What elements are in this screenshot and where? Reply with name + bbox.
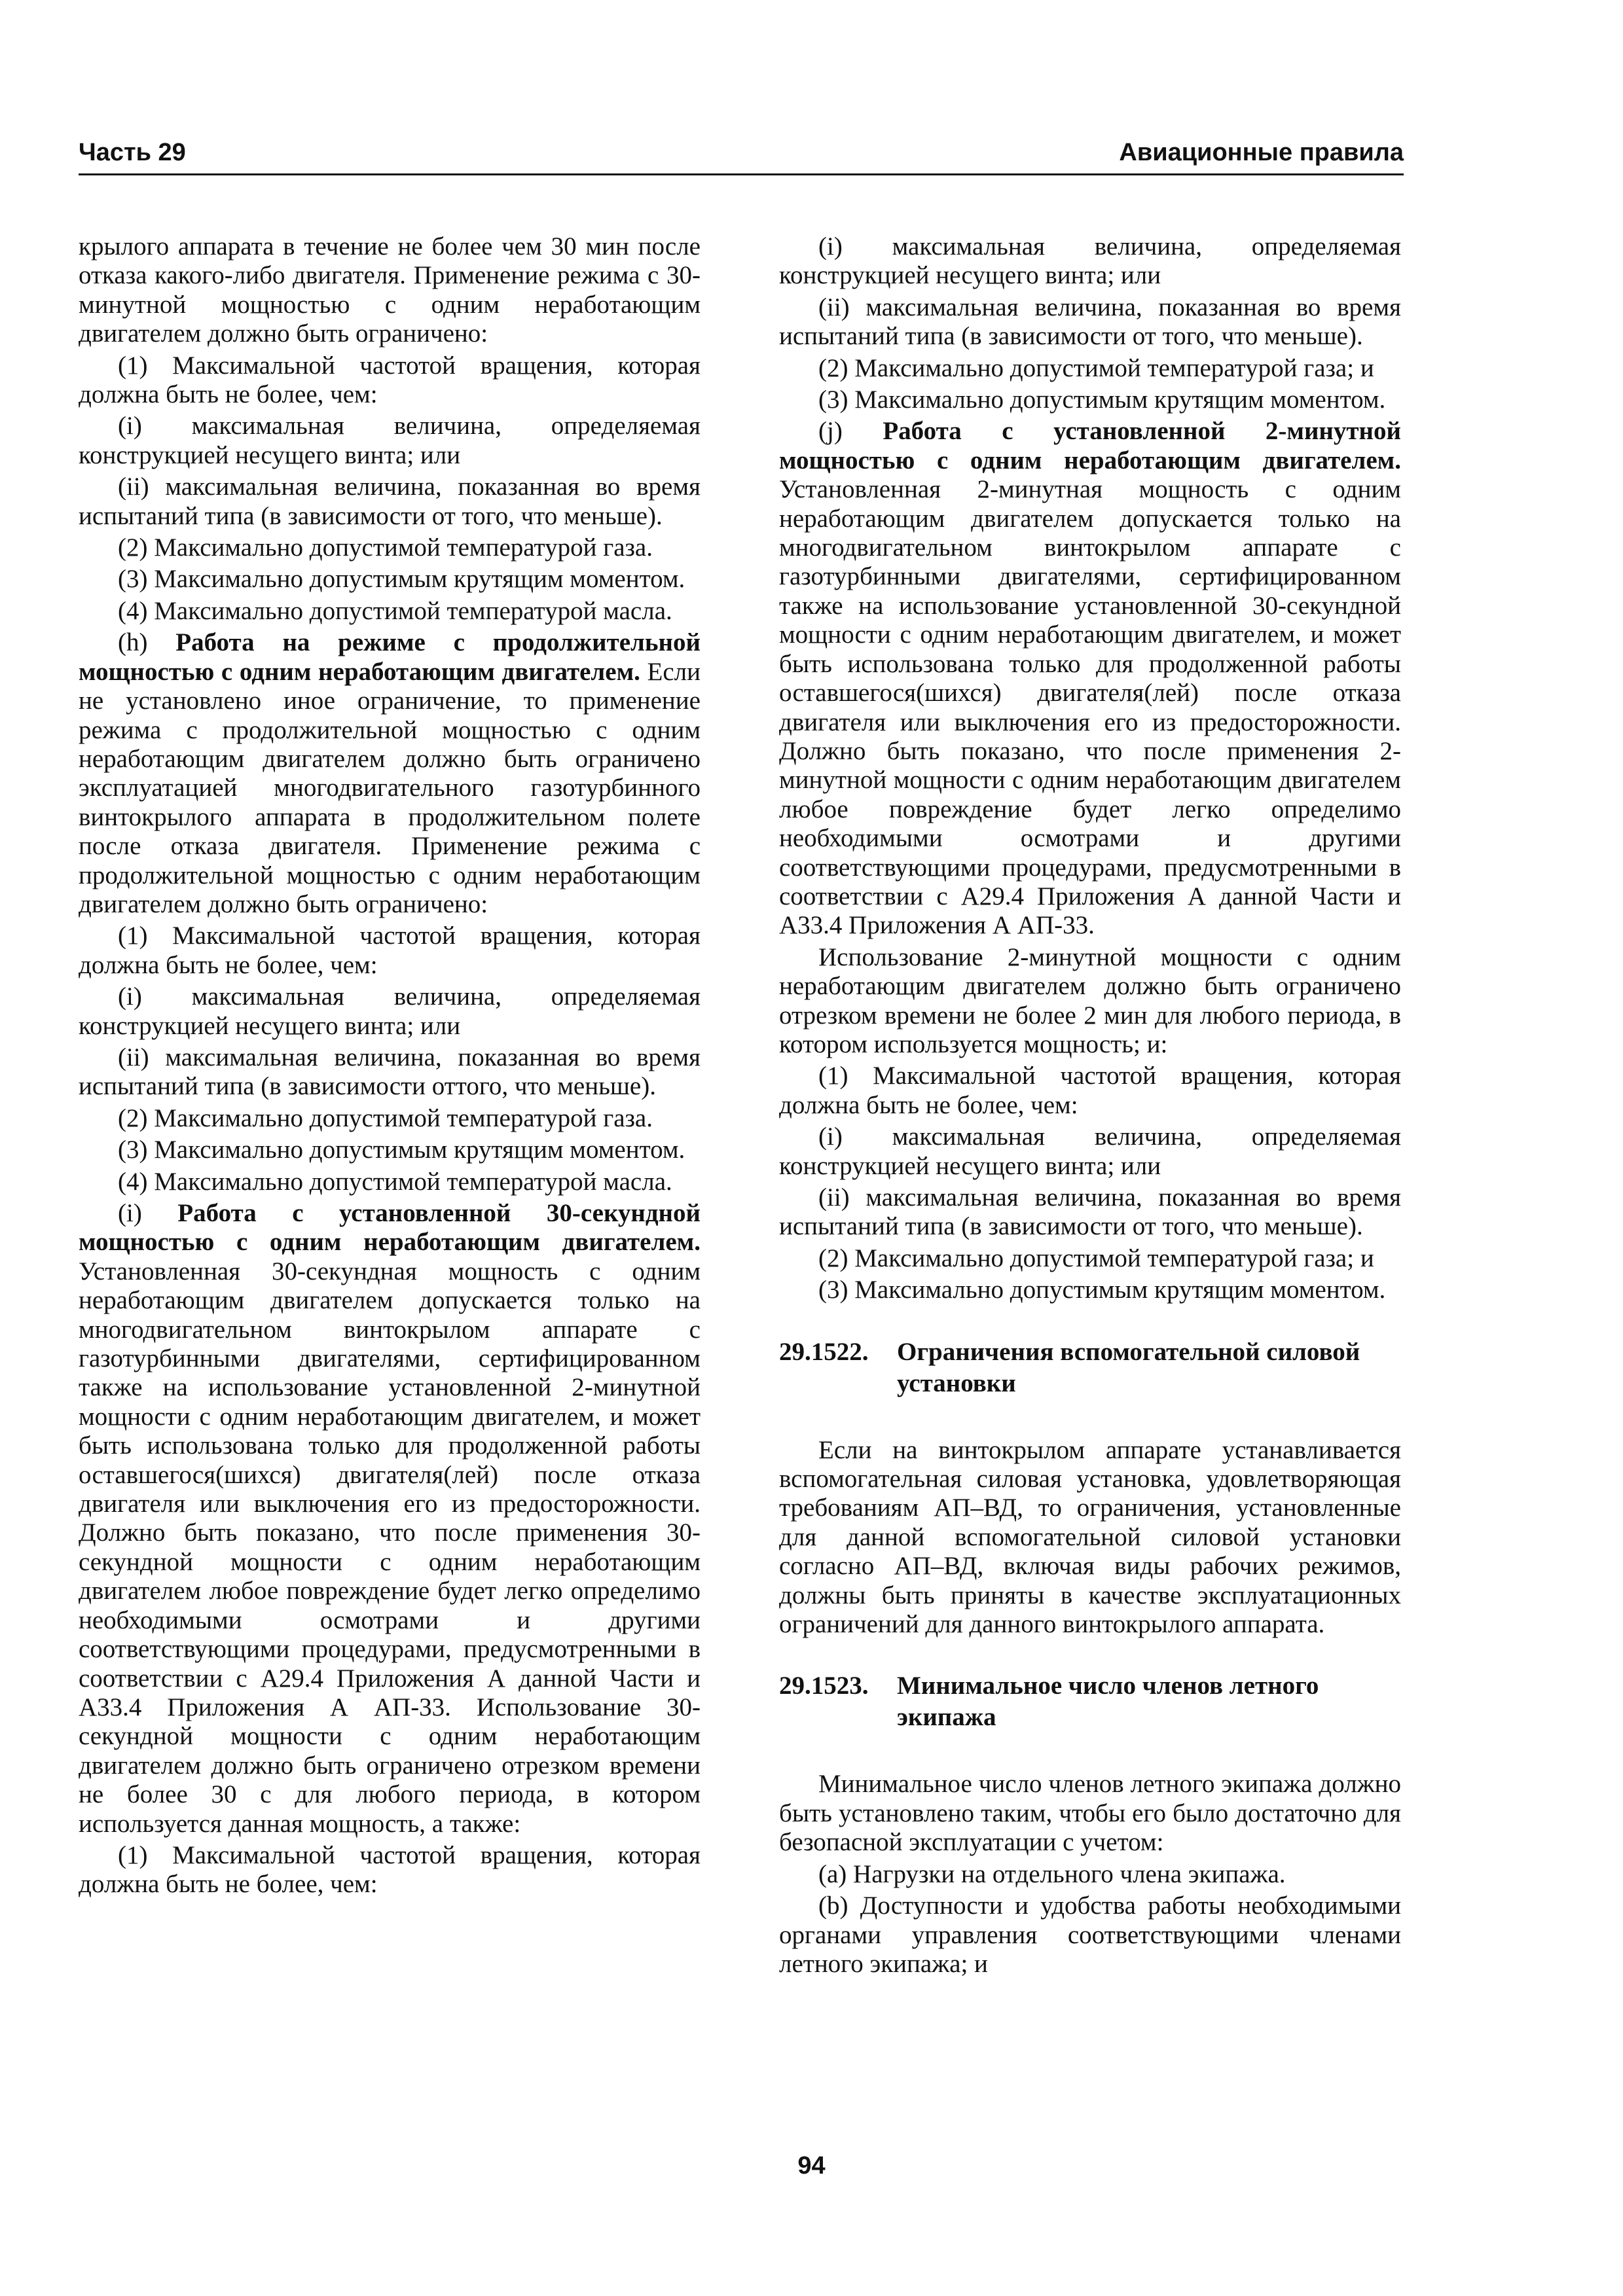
subsection-heading: Работа на режиме с продолжительной мощностью с одним неработающим двигателем. (79, 628, 701, 686)
paragraph-text: Если на винтокрылом аппарате устанавливается вспомогательная силовая установка, удовлетворяющая требованиям АП–ВД, то ограничения, установленные для данной вспомогательной силовой установки согласно АП–ВД, включая виды рабочих режимов, должны быть приняты в качестве эксплуатационных ограничений для данного винтокрылого аппарата. (779, 1435, 1401, 1639)
paragraph-text: (a) Нагрузки на отдельного члена экипажа. (818, 1859, 1286, 1888)
paragraph (79, 351, 701, 410)
paragraph-text: (i) максимальная величина, определяемая конструкцией несущего винта; или (779, 1122, 1401, 1180)
paragraph-text: (i) максимальная величина, определяемая конструкцией несущего винта; или (79, 412, 701, 469)
paragraph (79, 412, 701, 470)
paragraph-text: (i) максимальная величина, определяемая конструкцией несущего винта; или (79, 982, 701, 1040)
paragraph (79, 565, 701, 594)
paragraph (779, 1244, 1401, 1273)
paragraph-text: (ii) максимальная величина, показанная во время испытаний типа (в зависимости от того, что меньше). (779, 293, 1401, 351)
section-title: Ограничения вспомогательной силовой установки (897, 1337, 1360, 1397)
paragraph (779, 1860, 1401, 1889)
paragraph-text: (4) Максимально допустимой температурой масла. (118, 1167, 672, 1196)
paragraph-text: (i) максимальная величина, определяемая конструкцией несущего винта; или (779, 232, 1401, 290)
item-label: (j) (818, 417, 883, 446)
running-header-title: Авиационные правила (1119, 139, 1404, 166)
paragraph-text: (ii) максимальная величина, показанная во время испытаний типа (в зависимости от того, что меньше). (779, 1183, 1401, 1241)
section-heading (779, 1670, 1401, 1733)
paragraph-text: (4) Максимально допустимой температурой масла. (118, 596, 672, 625)
paragraph-text: (3) Максимально допустимым крутящим моментом. (118, 565, 685, 594)
paragraph (79, 1199, 701, 1839)
paragraph (779, 293, 1401, 351)
paragraph (779, 354, 1401, 383)
paragraph-text: Использование 2-минутной мощности с одним неработающим двигателем должно быть ограничено отрезком времени не более 2 мин для любого периода, в котором используется мощность; и: (779, 942, 1401, 1058)
paragraph-text: Установленная 30-секундная мощность с одним неработающим двигателем допускается только на многодвигательном винтокрылом аппарате с газотурбинными двигателями, сертифицированном также на использование установленной 2-минутной мощности с одним неработающим двигателем, и может быть использована только для продолженной работы оставшегося(шихся) двигателя(лей) после отказа двигателя или выключения его из предосторожности. Должно быть показано, что после применения 30-секундной мощности с одним неработающим двигателем любое повреждение будет легко определимо необходимыми осмотрами и другими соответствующими процедурами, предусмотренными в соответствии с А29.4 Приложения А данной Части и А33.4 Приложения А АП-33. Использование 30-секундной мощности с одним неработающим двигателем должно быть ограничено отрезком времени не более 30 с для любого периода, в котором используется данная мощность, а также: (79, 1257, 701, 1838)
paragraph (779, 232, 1401, 291)
section-title: Минимальное число членов летного экипажа (897, 1672, 1319, 1732)
paragraph (79, 1841, 701, 1899)
paragraph-text: (1) Максимальной частотой вращения, которая должна быть не более, чем: (79, 1840, 701, 1899)
section-heading (779, 1336, 1401, 1399)
item-label: (i) (118, 1199, 178, 1227)
paragraph (79, 1136, 701, 1164)
paragraph (79, 922, 701, 980)
paragraph (779, 417, 1401, 940)
paragraph (79, 982, 701, 1041)
paragraph-text: (ii) максимальная величина, показанная во время испытаний типа (в зависимости от того, что меньше). (79, 473, 701, 530)
paragraph (779, 386, 1401, 414)
paragraph-text: (2) Максимально допустимой температурой газа; и (818, 353, 1374, 382)
paragraph (79, 473, 701, 531)
paragraph (779, 1062, 1401, 1120)
paragraph-text: (3) Максимально допустимым крутящим моментом. (118, 1136, 685, 1164)
paragraph (79, 1043, 701, 1102)
paragraph (779, 1892, 1401, 1979)
paragraph (779, 1770, 1401, 1857)
paragraph-text: Минимальное число членов летного экипажа должно быть установлено таким, чтобы его было достаточно для безопасной эксплуатации с учетом: (779, 1770, 1401, 1857)
paragraph-text: (3) Максимально допустимым крутящим моментом. (818, 1276, 1386, 1304)
paragraph (79, 1168, 701, 1196)
paragraph (79, 1104, 701, 1133)
paragraph-text: (b) Доступности и удобства работы необходимыми органами управления соответствующими членами летного экипажа; и (779, 1892, 1401, 1978)
paragraph-text: (3) Максимально допустимым крутящим моментом. (818, 386, 1386, 414)
paragraph-text: (2) Максимально допустимой температурой газа. (118, 1103, 653, 1132)
section-number: 29.1522. (779, 1337, 869, 1366)
subsection-heading: Работа с установленной 30-секундной мощностью с одним неработающим двигателем. (79, 1199, 701, 1257)
paragraph (79, 597, 701, 626)
paragraph (79, 232, 701, 349)
paragraph-text: (1) Максимальной частотой вращения, которая должна быть не более, чем: (79, 351, 701, 409)
section-number: 29.1523. (779, 1672, 869, 1700)
paragraph-text: (ii) максимальная величина, показанная во время испытаний типа (в зависимости оттого, что меньше). (79, 1043, 701, 1101)
page-number: 94 (797, 2152, 826, 2179)
paragraph (779, 1183, 1401, 1242)
paragraph-text: (2) Максимально допустимой температурой газа. (118, 533, 653, 562)
paragraph (779, 1276, 1401, 1304)
running-header-part: Часть 29 (79, 139, 186, 166)
header-rule (79, 173, 1404, 175)
paragraph-text: (2) Максимально допустимой температурой газа; и (818, 1244, 1374, 1272)
paragraph-text: (1) Максимальной частотой вращения, которая должна быть не более, чем: (779, 1062, 1401, 1119)
paragraph-text: крылого аппарата в течение не более чем 30 мин после отказа какого-либо двигателя. Применение режима с 30-минутной мощностью с одним неработающим двигателем должно быть ограничено: (79, 232, 701, 348)
item-label: (h) (118, 628, 176, 657)
paragraph (779, 1436, 1401, 1640)
left-column (79, 232, 701, 1902)
right-column (779, 232, 1401, 1981)
paragraph-text: Если не установлено иное ограничение, то применение режима с продолжительной мощностью с одним неработающим двигателем должно быть ограничено эксплуатацией многодвигательного газотурбинного винтокрылого аппарата в продолжительном полете после отказа двигателя. Применение режима с продолжительной мощностью с одним неработающим двигателем должно быть ограничено: (79, 657, 701, 918)
paragraph (779, 943, 1401, 1060)
paragraph-text: (1) Максимальной частотой вращения, которая должна быть не более, чем: (79, 922, 701, 979)
paragraph (79, 533, 701, 562)
subsection-heading: Работа с установленной 2-минутной мощностью с одним неработающим двигателем. (779, 417, 1402, 475)
paragraph (779, 1122, 1401, 1181)
paragraph (79, 628, 701, 919)
paragraph-text: Установленная 2-минутная мощность с одним неработающим двигателем допускается только на многодвигательном винтокрылом аппарате с газотурбинными двигателями, сертифицированном также на использование установленной 30-секундной мощности с одним неработающим двигателем, и может быть использована только для продолженной работы оставшегося(шихся) двигателя(лей) после отказа двигателя или выключения его из предосторожности. Должно быть показано, что после применения 2-минутной мощности с одним неработающим двигателем любое повреждение будет легко определимо необходимыми осмотрами и другими соответствующими процедурами, предусмотренными в соответствии с А29.4 Приложения А данной Части и А33.4 Приложения А АП-33. (779, 475, 1401, 940)
